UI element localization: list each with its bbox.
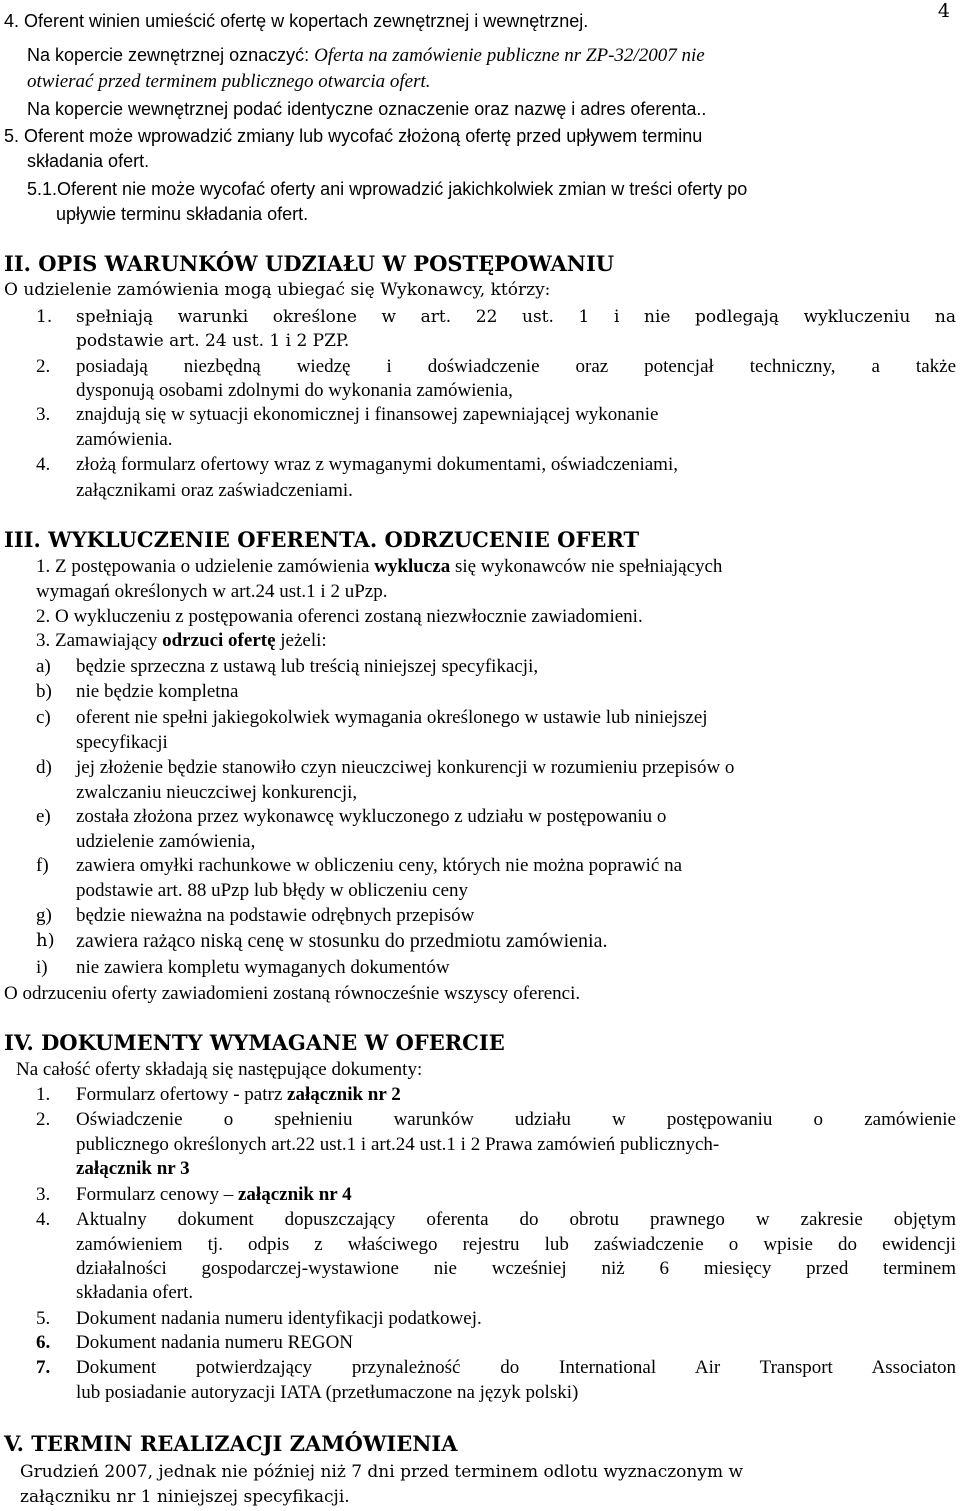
text-line: oferent nie spełni jakiegokolwiek wymagania określonego w ustawie lub niniejszej — [76, 707, 708, 728]
list-letter: h) — [36, 930, 55, 951]
text-span: się wykonawców nie spełniających — [450, 556, 723, 577]
section-heading: III. WYKLUCZENIE OFERENTA. ODRZUCENIE OFERT — [4, 527, 640, 552]
section-heading: II. OPIS WARUNKÓW UDZIAŁU W POSTĘPOWANIU — [4, 251, 615, 276]
list-letter: b) — [36, 681, 52, 702]
text-span: Oferta na zamówienie publiczne nr ZP-32/2007 nie — [314, 45, 705, 66]
text-line: nie będzie kompletna — [76, 681, 239, 702]
list-number: 3. — [36, 404, 51, 425]
list-number: 3. — [36, 1184, 51, 1205]
text-line — [36, 556, 722, 578]
text-line: lub posiadanie autoryzacji IATA (przetłumaczone na język polski) — [76, 1382, 579, 1403]
text-line: O odrzuceniu oferty zawiadomieni zostaną równocześnie wszyscy oferenci. — [4, 983, 581, 1004]
text-line: Dokument nadania numeru REGON — [76, 1332, 354, 1353]
text-line: dysponują osobami zdolnymi do wykonania zamówienia, — [76, 380, 513, 401]
text-line: 5.1.Oferent nie może wycofać oferty ani wprowadzić jakichkolwiek zmian w treści oferty po — [27, 179, 748, 199]
list-letter: e) — [36, 806, 51, 827]
text-line: będzie nieważna na podstawie odrębnych przepisów — [76, 905, 475, 926]
text-line: udzielenie zamówienia, — [76, 831, 256, 852]
text-line: podstawie art. 88 uPzp lub błędy w obliczeniu ceny — [76, 880, 469, 901]
list-number: 6. — [36, 1332, 51, 1353]
text-line: znajdują się w sytuacji ekonomicznej i finansowej zapewniającej wykonanie — [76, 404, 659, 425]
text-line: zwalczaniu nieuczciwej konkurencji, — [76, 782, 358, 803]
text-line: działalności gospodarczej-wystawione nie wcześniej niż 6 miesięcy przed terminem — [76, 1258, 956, 1279]
section-heading: V. TERMIN REALIZACJI ZAMÓWIENIA — [4, 1431, 458, 1456]
list-letter: c) — [36, 707, 51, 728]
text-line: posiadają niezbędną wiedzę i doświadczenie oraz potencjał techniczny, a także — [76, 356, 956, 377]
text-line: załącznikami oraz zaświadczeniami. — [76, 480, 353, 501]
list-letter: g) — [36, 905, 52, 926]
text-span: 3. Zamawiający — [36, 630, 163, 651]
text-line: upływie terminu składania ofert. — [56, 204, 309, 224]
list-letter: i) — [36, 957, 48, 978]
text-line: Oświadczenie o spełnieniu warunków udziału w postępowaniu o zamówienie — [76, 1109, 956, 1130]
text-line: nie zawiera kompletu wymaganych dokumentów — [76, 957, 450, 978]
text-line: załącznik nr 3 — [76, 1158, 190, 1179]
section-heading: IV. DOKUMENTY WYMAGANE W OFERCIE — [4, 1030, 505, 1055]
list-letter: d) — [36, 757, 52, 778]
text-line: 2. O wykluczeniu z postępowania oferenci zostaną niezwłocznie zawiadomieni. — [36, 606, 643, 627]
text-line: publicznego określonych art.22 ust.1 i art.24 ust.1 i 2 Prawa zamówień publicznych- — [76, 1134, 720, 1155]
text-line: składania ofert. — [27, 151, 150, 171]
list-number: 4. — [36, 454, 51, 475]
text-line: podstawie art. 24 ust. 1 i 2 PZP. — [76, 331, 350, 351]
text-span: załącznik nr 2 — [287, 1084, 401, 1105]
text-span: załącznik nr 4 — [237, 1184, 352, 1205]
list-number: 4. — [36, 1209, 51, 1230]
text-line: O udzielenie zamówienia mogą ubiegać się Wykonawcy, którzy: — [4, 280, 551, 300]
text-span: Formularz ofertowy - patrz — [76, 1084, 288, 1105]
text-span: Na kopercie zewnętrznej oznaczyć: — [27, 45, 315, 65]
list-number: 2. — [36, 356, 51, 377]
list-letter: f) — [36, 855, 49, 876]
text-line — [76, 1084, 401, 1106]
text-span: Formularz cenowy – — [76, 1184, 238, 1205]
text-line: Dokument potwierdzający przynależność do International Air Transport Associaton — [76, 1357, 956, 1378]
list-number: 7. — [36, 1357, 51, 1378]
text-line: zamówienia. — [76, 429, 173, 450]
text-line: zawiera omyłki rachunkowe w obliczeniu ceny, których nie można poprawić na — [76, 855, 683, 876]
text-line: 5. Oferent może wprowadzić zmiany lub wycofać złożoną ofertę przed upływem terminu — [4, 126, 703, 146]
list-letter: a) — [36, 656, 51, 677]
list-number: 1. — [36, 1084, 51, 1105]
list-number: 2. — [36, 1109, 51, 1130]
text-line: Na całość oferty składają się następujące dokumenty: — [16, 1059, 423, 1080]
text-span: 1. Z postępowania o udzielenie zamówienia — [36, 556, 375, 577]
text-line: jej złożenie będzie stanowiło czyn nieuczciwej konkurencji w rozumieniu przepisów o — [76, 757, 735, 778]
text-line: Aktualny dokument dopuszczający oferenta do obrotu prawnego w zakresie objętym — [76, 1209, 956, 1230]
text-line: wymagań określonych w art.24 ust.1 i 2 uPzp. — [36, 581, 388, 602]
text-line: zamówieniem tj. odpis z właściwego rejestru lub zaświadczenie o wpisie do ewidencji — [76, 1234, 956, 1255]
page-number: 4 — [937, 0, 950, 22]
text-span: jeżeli: — [275, 630, 327, 651]
text-line: zawiera rażąco niską cenę w stosunku do przedmiotu zamówienia. — [76, 930, 608, 952]
text-line — [76, 1184, 352, 1206]
text-line: Grudzień 2007, jednak nie później niż 7 dni przed terminem odlotu wyznaczonym w — [20, 1462, 744, 1482]
text-line: 4. Oferent winien umieścić ofertę w kopertach zewnętrznej i wewnętrznej. — [4, 11, 589, 31]
list-number: 5. — [36, 1308, 51, 1329]
text-span: wyklucza — [374, 556, 451, 577]
list-number: 1. — [36, 307, 53, 327]
text-line: specyfikacji — [76, 732, 168, 753]
text-line: będzie sprzeczna z ustawą lub treścią niniejszej specyfikacji, — [76, 656, 539, 677]
text-line — [36, 630, 327, 652]
text-line: otwierać przed terminem publicznego otwarcia ofert. — [27, 71, 431, 92]
text-line: złożą formularz ofertowy wraz z wymaganymi dokumentami, oświadczeniami, — [76, 454, 678, 475]
text-line: została złożona przez wykonawcę wykluczonego z udziału w postępowaniu o — [76, 806, 667, 827]
text-line: Dokument nadania numeru identyfikacji podatkowej. — [76, 1308, 482, 1329]
text-line: składania ofert. — [76, 1282, 194, 1303]
text-line — [27, 44, 932, 67]
text-line: załączniku nr 1 niniejszej specyfikacji. — [20, 1487, 350, 1507]
text-line: spełniają warunki określone w art. 22 ust. 1 i nie podlegają wykluczeniu na — [76, 307, 956, 327]
text-line: Na kopercie wewnętrznej podać identyczne oznaczenie oraz nazwę i adres oferenta.. — [27, 99, 707, 119]
text-span: odrzuci ofertę — [162, 630, 276, 651]
